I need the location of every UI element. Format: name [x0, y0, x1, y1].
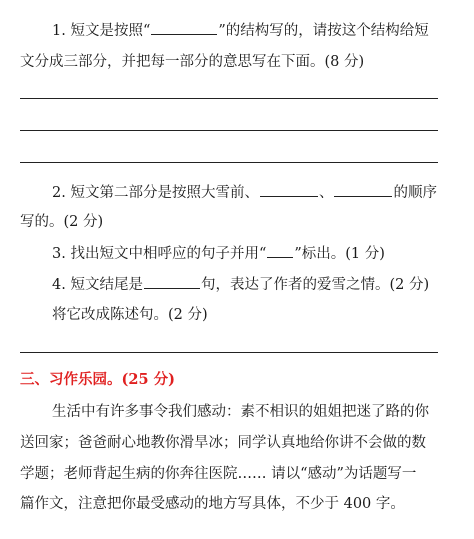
section3-para-line-4: 篇作文，注意把你最受感动的地方写具体，不少于 400 字。 [20, 496, 405, 512]
q3-mark-blank [267, 243, 293, 258]
q4-line2: 将它改成陈述句。(2 分) [52, 307, 208, 323]
answer-line-1[interactable] [20, 98, 438, 99]
q2-blank-2[interactable] [334, 182, 392, 197]
q1-text-a: 1. 短文是按照“ [52, 23, 151, 39]
q3-text-b: ”标出。(1 分) [294, 246, 385, 262]
q2-text-c: 的顺序 [393, 185, 437, 201]
q1-line2: 文分成三部分，并把每一部分的意思写在下面。(8 分) [20, 54, 365, 70]
section3-para-line-3: 学题；老师背起生病的你奔往医院…… 请以“感动”为话题写一 [20, 466, 417, 482]
q3-text-a: 3. 找出短文中相呼应的句子并用“ [52, 246, 267, 262]
q4-line1 [52, 274, 429, 295]
section3-heading: 三、习作乐园。(25 分) [20, 371, 175, 388]
answer-line-3[interactable] [20, 162, 438, 163]
section3-para-line-1: 生活中有许多事令我们感动：素不相识的姐姐把迷了路的你 [52, 404, 429, 420]
q1-line1 [52, 20, 429, 41]
q4-text-b: 句，表达了作者的爱雪之情。(2 分) [200, 277, 430, 293]
section3-para-line-2: 送回家；爸爸耐心地教你滑旱冰；同学认真地给你讲不会做的数 [20, 435, 426, 451]
q2-blank-1[interactable] [260, 182, 318, 197]
q1-text-b: ”的结构写的，请按这个结构给短 [218, 23, 429, 39]
q2-line2: 写的。(2 分) [20, 214, 104, 230]
answer-line-2[interactable] [20, 130, 438, 131]
q2-text-a: 2. 短文第二部分是按照大雪前、 [52, 185, 259, 201]
q4-text-a: 4. 短文结尾是 [52, 277, 143, 293]
q4-blank[interactable] [144, 274, 200, 289]
q1-blank[interactable] [151, 20, 217, 35]
q2-line1 [52, 182, 437, 203]
q2-text-b: 、 [318, 185, 334, 201]
answer-line-4[interactable] [20, 352, 438, 353]
q3-line [52, 243, 385, 264]
